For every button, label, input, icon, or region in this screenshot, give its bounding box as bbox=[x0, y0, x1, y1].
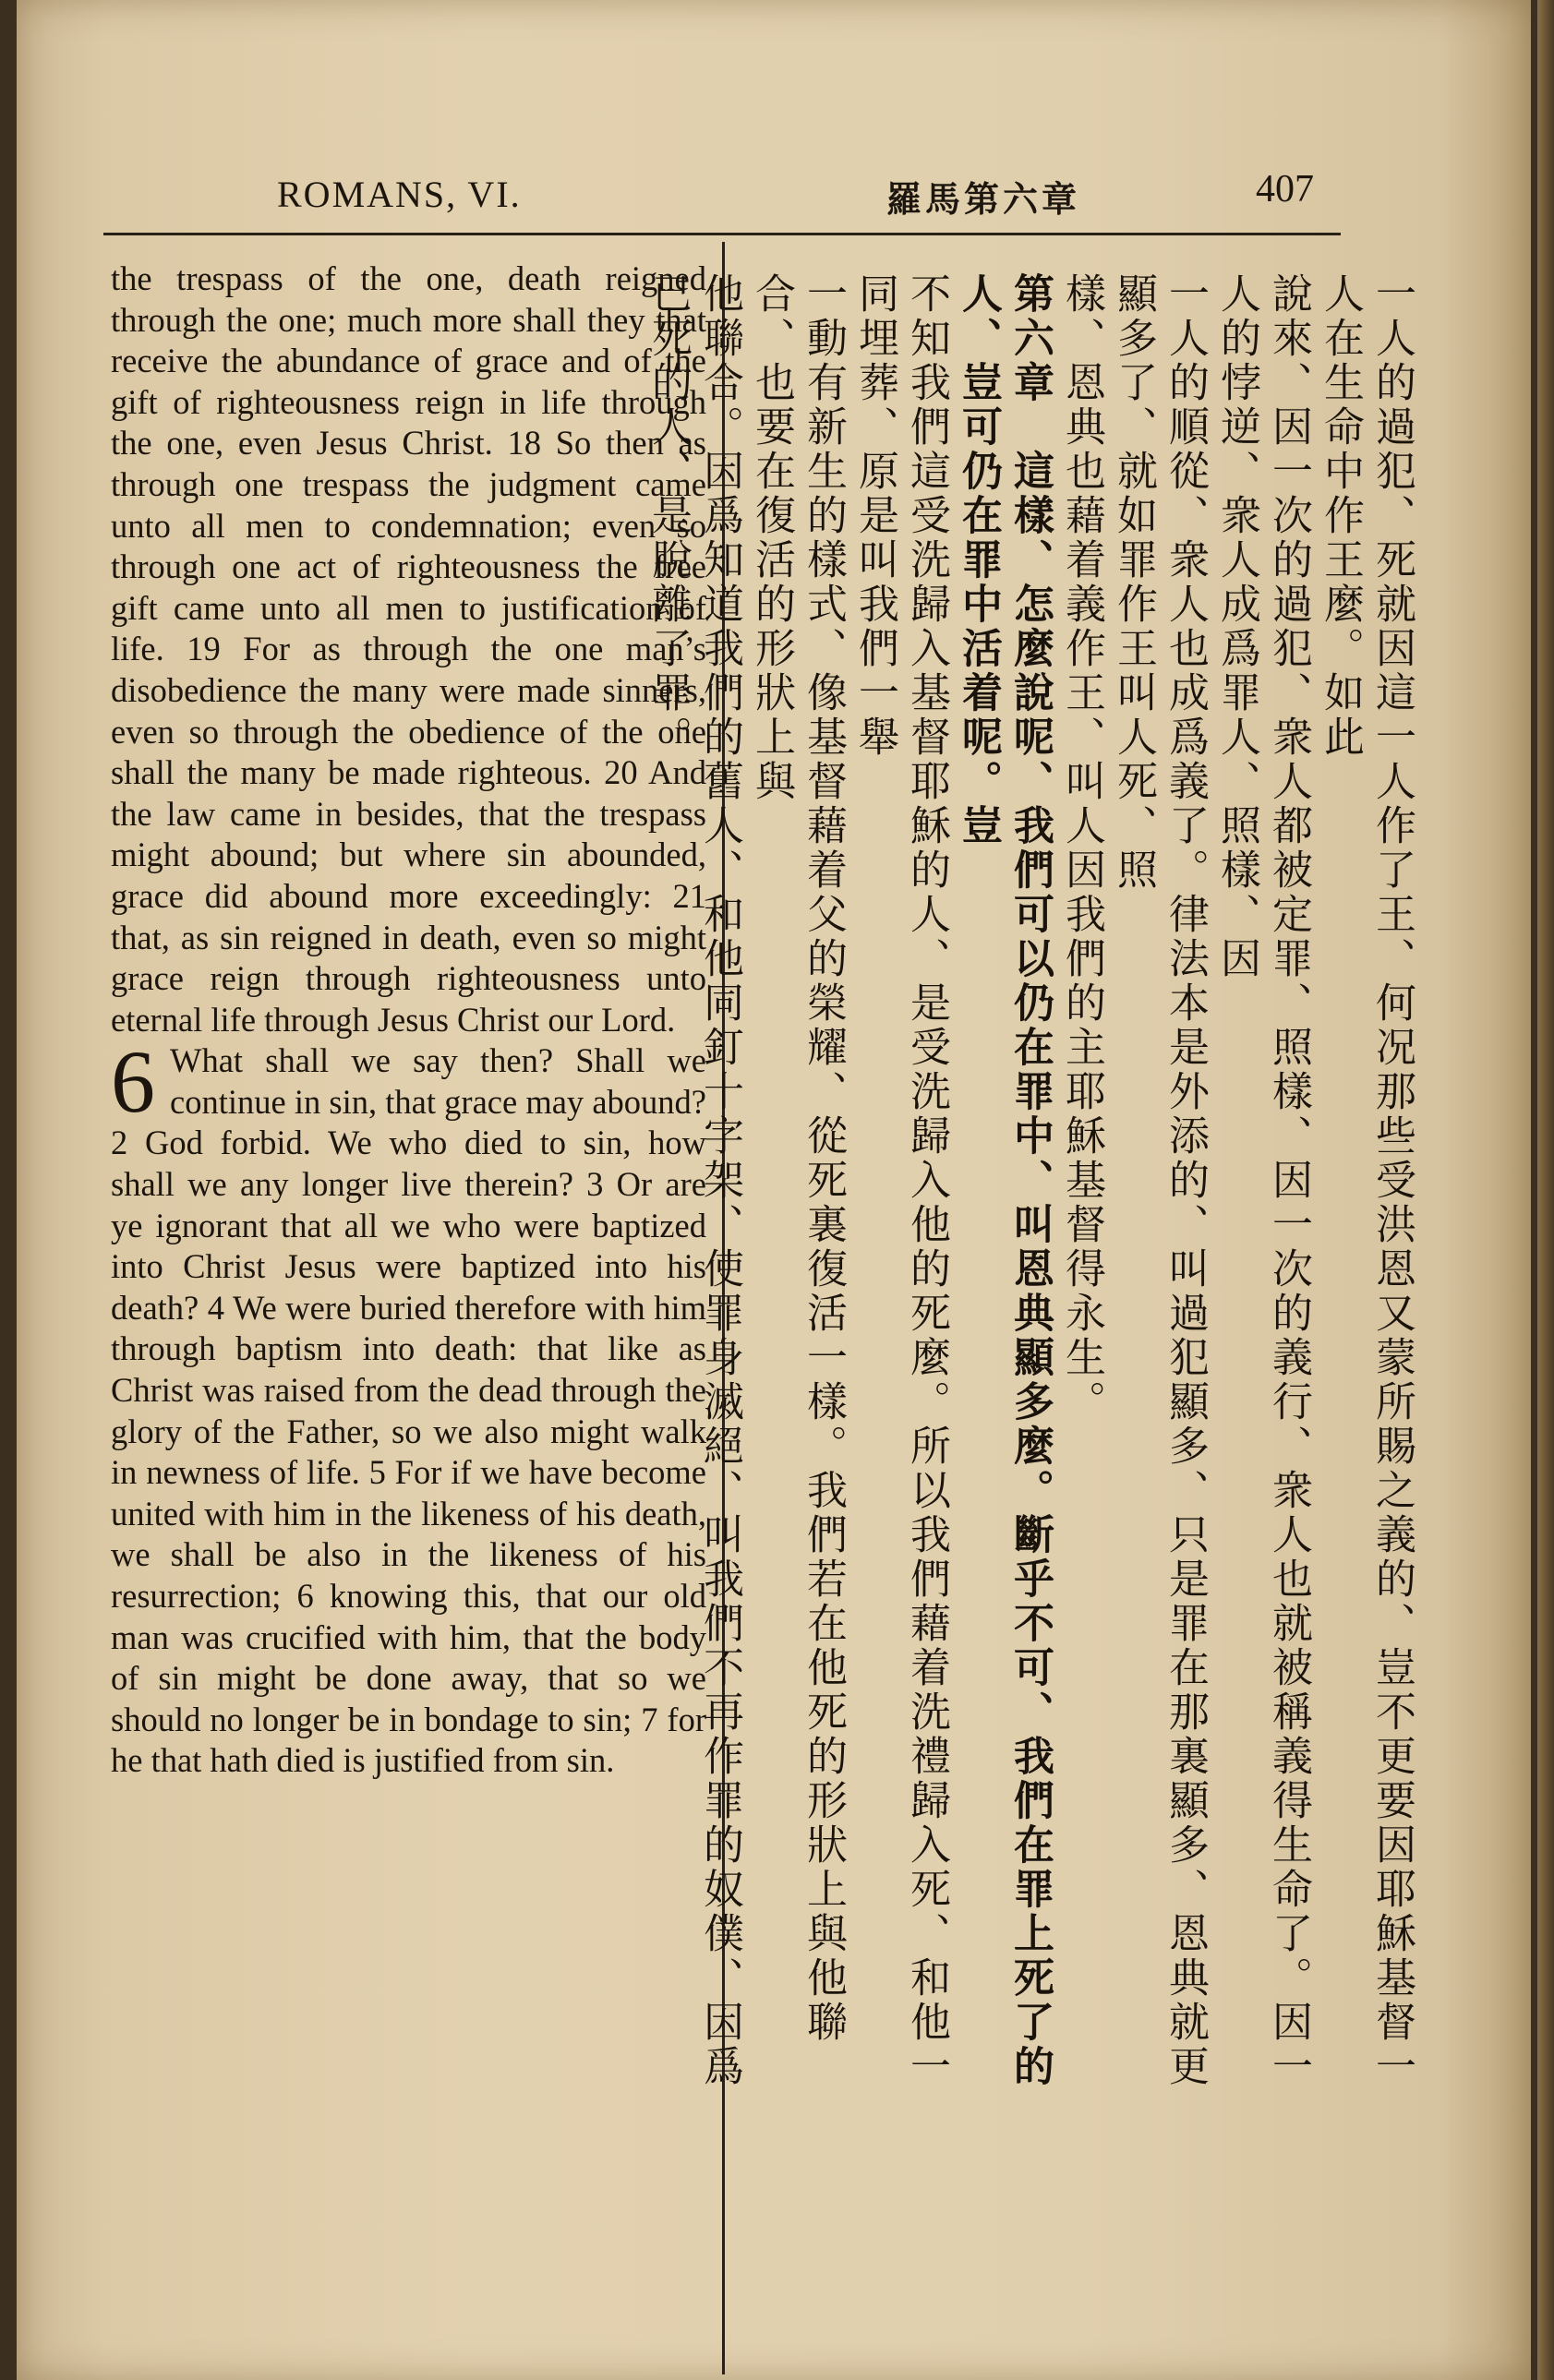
chapter-number: 6 bbox=[111, 1032, 155, 1132]
chinese-line: 他聯合。因爲知道我們的舊人、和他同釘十字架、使罪身滅絕、叫我們不再作罪的奴僕、因爲已死的人、是脫離了罪。 bbox=[644, 272, 743, 2089]
running-head-chinese: 羅馬第六章 bbox=[886, 178, 1081, 220]
english-column bbox=[111, 258, 706, 2160]
page-edge bbox=[1537, 0, 1554, 2380]
chinese-line: 一動有新生的樣式、像基督藉着父的榮耀、從死裏復活一樣。我們若在他死的形狀上與他聯合、也要在復活的形狀上與 bbox=[748, 272, 847, 2045]
chinese-chapter-line: 第六章 這樣、怎麼說呢、我們可以仍在罪中、叫恩典顯多麼。斷乎不可、我們在罪上死了的人、豈可仍在罪中活着呢。豈 bbox=[955, 272, 1054, 2089]
english-chapter-paragraph bbox=[111, 1032, 706, 1782]
chinese-line: 說來、因一次的過犯、衆人都被定罪、照樣、因一次的義行、衆人也就被稱義得生命了。因一人的悖逆、衆人成爲罪人、照樣、因 bbox=[1213, 272, 1312, 2089]
header-rule bbox=[103, 233, 1341, 235]
chinese-column bbox=[644, 272, 1417, 2119]
running-head-english: ROMANS, VI. bbox=[277, 174, 522, 215]
chinese-line: 樣、恩典也藉着義作王、叫人因我們的主耶穌基督得永生。 bbox=[1058, 272, 1105, 1424]
page-header bbox=[0, 162, 1554, 226]
english-paragraph: the trespass of the one, death reigned through the one; much more shall they that receive the abundance of grace and of the gift of righteousness reign in life through the one, even Jesus Christ. 18 So then as through one trespass the judgment came unto all men to condemnation; even so through one act of righteousness the free gift came unto all men to justification of life. 19 For as through the one man’s disobedience the many were made sinners, even so through the obedience of the one shall the many be made righteous. 20 And the law came in besides, that the trespass might abound; but where sin abounded, grace did abound more exceedingly: 21 that, as sin reigned in death, even so might grace reign through righteousness unto eternal life through Jesus Christ our Lord. bbox=[111, 259, 706, 1039]
chinese-line: 一人的順從、衆人也成爲義了。律法本是外添的、叫過犯顯多、只是罪在那裏顯多、恩典就更顯多了、就如罪作王叫人死、照 bbox=[1110, 272, 1209, 2089]
page-number: 407 bbox=[1256, 168, 1314, 210]
chinese-line: 不知我們這受洗歸入基督耶穌的人、是受洗歸入他的死麼。所以我們藉着洗禮歸入死、和他一同埋葬、原是叫我們一舉 bbox=[851, 272, 950, 2089]
chinese-line: 一人的過犯、死就因這一人作了王、何况那些受洪恩又蒙所賜之義的、豈不更要因耶穌基督一人在生命中作王麼。如此 bbox=[1317, 272, 1415, 2089]
english-chapter-text: What shall we say then? Shall we continue in sin, that grace may abound? 2 God forbid. We who died to sin, how shall we any longer live therein? 3 Or are ye ignorant that all we who were baptized into Christ Jesus were baptized into his death? 4 We were buried therefore with him through baptism into death: that like as Christ was raised from the dead through the glory of the Father, so we also might walk in newness of life. 5 For if we have become united with him in the likeness of his death, we shall be also in the likeness of his resurrection; 6 knowing this, that our old man was crucified with him, that the body of sin might be done away, that so we should no longer be in bondage to sin; 7 for he that hath died is justified from sin. bbox=[111, 1041, 706, 1780]
